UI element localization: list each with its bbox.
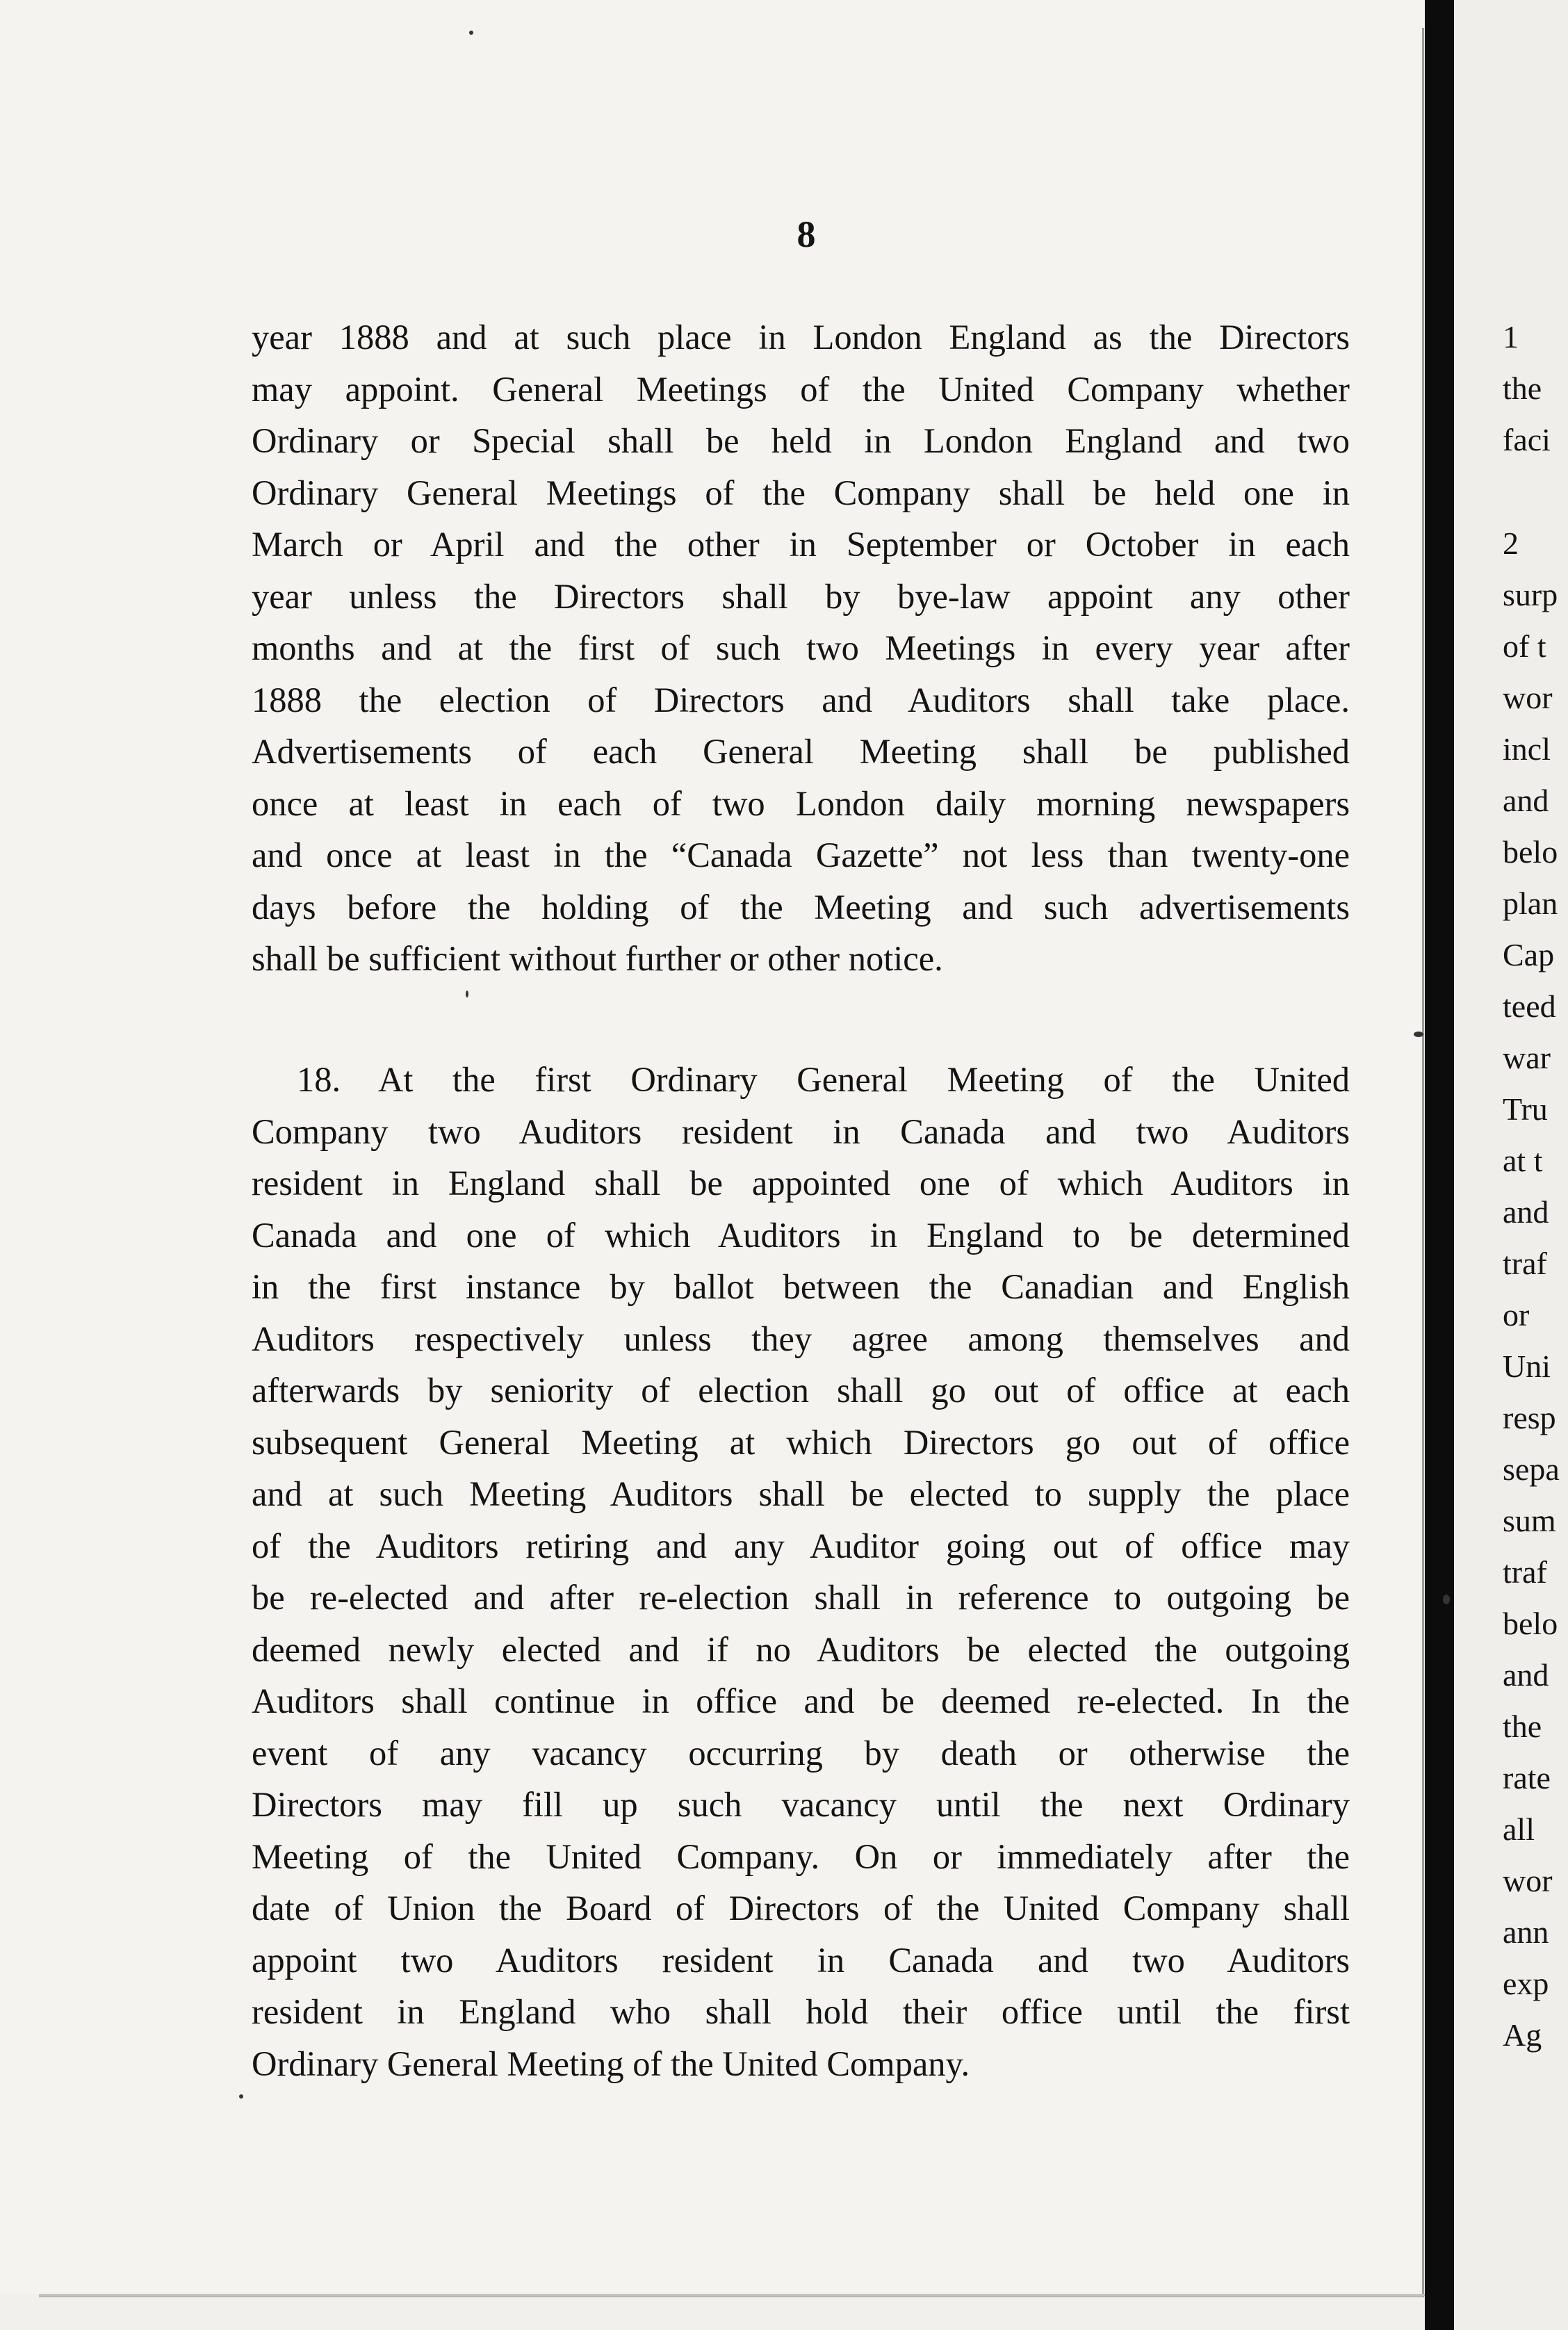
text-line: be re-elected and after re-election shall in reference to outgoing be	[252, 1578, 1350, 1617]
text-line: year unless the Directors shall by bye-law appoint any other	[252, 576, 1350, 616]
text-line: Ordinary General Meeting of the United Company.	[252, 2044, 970, 2083]
text-line: may appoint. General Meetings of the United Company whether	[252, 369, 1350, 409]
text-line: and at such Meeting Auditors shall be elected to supply the place	[252, 1474, 1350, 1513]
facing-page-fragment: faci	[1503, 422, 1551, 457]
scan-speck	[239, 2094, 243, 2099]
facing-page-fragment: incl	[1503, 731, 1551, 767]
text-line: of the Auditors retiring and any Auditor going out of office may	[252, 1526, 1350, 1565]
facing-page-fragment: resp	[1503, 1400, 1556, 1435]
text-line: 1888 the election of Directors and Auditors shall take place.	[252, 680, 1350, 719]
text-line: Auditors respectively unless they agree among themselves and	[252, 1319, 1350, 1358]
facing-page-fragment: traf	[1503, 1246, 1547, 1281]
text-line: appoint two Auditors resident in Canada and two Auditors	[252, 1940, 1350, 1980]
text-line: resident in England shall be appointed one of which Auditors in	[252, 1164, 1350, 1203]
facing-page-fragment: of t	[1503, 628, 1546, 664]
facing-page-fragment: ann	[1503, 1914, 1549, 1950]
text-line: Company two Auditors resident in Canada and two Auditors	[252, 1111, 1350, 1151]
facing-page-fragment: wor	[1503, 1863, 1553, 1898]
text-line: date of Union the Board of Directors of the United Company shall	[252, 1889, 1350, 1928]
text-line: subsequent General Meeting at which Directors go out of office	[252, 1422, 1350, 1462]
facing-page-fragment: plan	[1503, 886, 1558, 921]
text-line: afterwards by seniority of election shall go out of office at each	[252, 1371, 1350, 1410]
scan-speck	[466, 991, 468, 997]
facing-page-fragment: traf	[1503, 1554, 1547, 1590]
facing-page-fragment: 2	[1503, 526, 1519, 561]
facing-page-fragment: and	[1503, 783, 1549, 818]
facing-page-fragment: belo	[1503, 834, 1558, 870]
text-line: Auditors shall continue in office and be deemed re-elected. In the	[252, 1681, 1350, 1720]
facing-page-fragment: sepa	[1503, 1451, 1560, 1487]
facing-page-fragment: rate	[1503, 1760, 1551, 1795]
page-bottom-edge	[39, 2294, 1425, 2296]
facing-page-fragment: or	[1503, 1297, 1530, 1333]
text-line: Advertisements of each General Meeting shall be published	[252, 732, 1350, 771]
facing-page-fragment: 1	[1503, 319, 1519, 355]
text-line: months and at the first of such two Meetings in every year after	[252, 628, 1350, 667]
facing-page-fragment: teed	[1503, 988, 1556, 1024]
facing-page-fragment: Ag	[1503, 2017, 1542, 2053]
facing-page-fragment: and	[1503, 1194, 1549, 1230]
text-line: event of any vacancy occurring by death or otherwise the	[252, 1733, 1350, 1773]
facing-page-fragment: sum	[1503, 1503, 1556, 1538]
text-line: Meeting of the United Company. On or immediately after the	[252, 1836, 1350, 1876]
text-line: 18. At the first Ordinary General Meeting of the United	[297, 1060, 1350, 1099]
text-line: Ordinary General Meetings of the Company shall be held one in	[252, 473, 1350, 512]
text-line: resident in England who shall hold their office until the first	[252, 1992, 1350, 2031]
text-line: Ordinary or Special shall be held in London England and two	[252, 421, 1350, 460]
facing-page-fragment: exp	[1503, 1966, 1549, 2001]
text-line: Directors may fill up such vacancy until the next Ordinary	[252, 1785, 1350, 1824]
facing-page-fragment: war	[1503, 1040, 1551, 1075]
facing-page-fragment: Tru	[1503, 1091, 1548, 1127]
text-line: March or April and the other in September or October in each	[252, 525, 1350, 564]
text-line: in the first instance by ballot between the Canadian and English	[252, 1267, 1350, 1306]
text-line: deemed newly elected and if no Auditors be elected the outgoing	[252, 1629, 1350, 1669]
facing-page-fragment: belo	[1503, 1606, 1558, 1641]
facing-page-fragment: surp	[1503, 577, 1558, 612]
text-line: Canada and one of which Auditors in England to be determined	[252, 1215, 1350, 1255]
scan-speck	[1414, 1032, 1423, 1037]
text-line: shall be sufficient without further or other notice.	[252, 939, 943, 978]
facing-page-fragment: wor	[1503, 680, 1553, 715]
facing-page-fragment: the	[1503, 1709, 1542, 1744]
book-spine-gutter	[1425, 0, 1454, 2330]
facing-page-fragment: Cap	[1503, 937, 1555, 972]
page-number: 8	[797, 213, 816, 255]
text-line: days before the holding of the Meeting and such advertisements	[252, 887, 1350, 927]
scan-speck	[1443, 1595, 1450, 1604]
scan-speck	[469, 31, 473, 35]
text-line: once at least in each of two London daily morning newspapers	[252, 783, 1350, 823]
text-line: and once at least in the “Canada Gazette” not less than twenty-one	[252, 836, 1350, 874]
facing-page-fragment: the	[1503, 370, 1542, 406]
facing-page-fragment: all	[1503, 1811, 1535, 1847]
facing-page-fragment: and	[1503, 1657, 1549, 1693]
facing-page-fragment: at t	[1503, 1143, 1543, 1178]
facing-page-fragment: Uni	[1503, 1349, 1551, 1384]
text-line: year 1888 and at such place in London England as the Directors	[252, 318, 1350, 357]
